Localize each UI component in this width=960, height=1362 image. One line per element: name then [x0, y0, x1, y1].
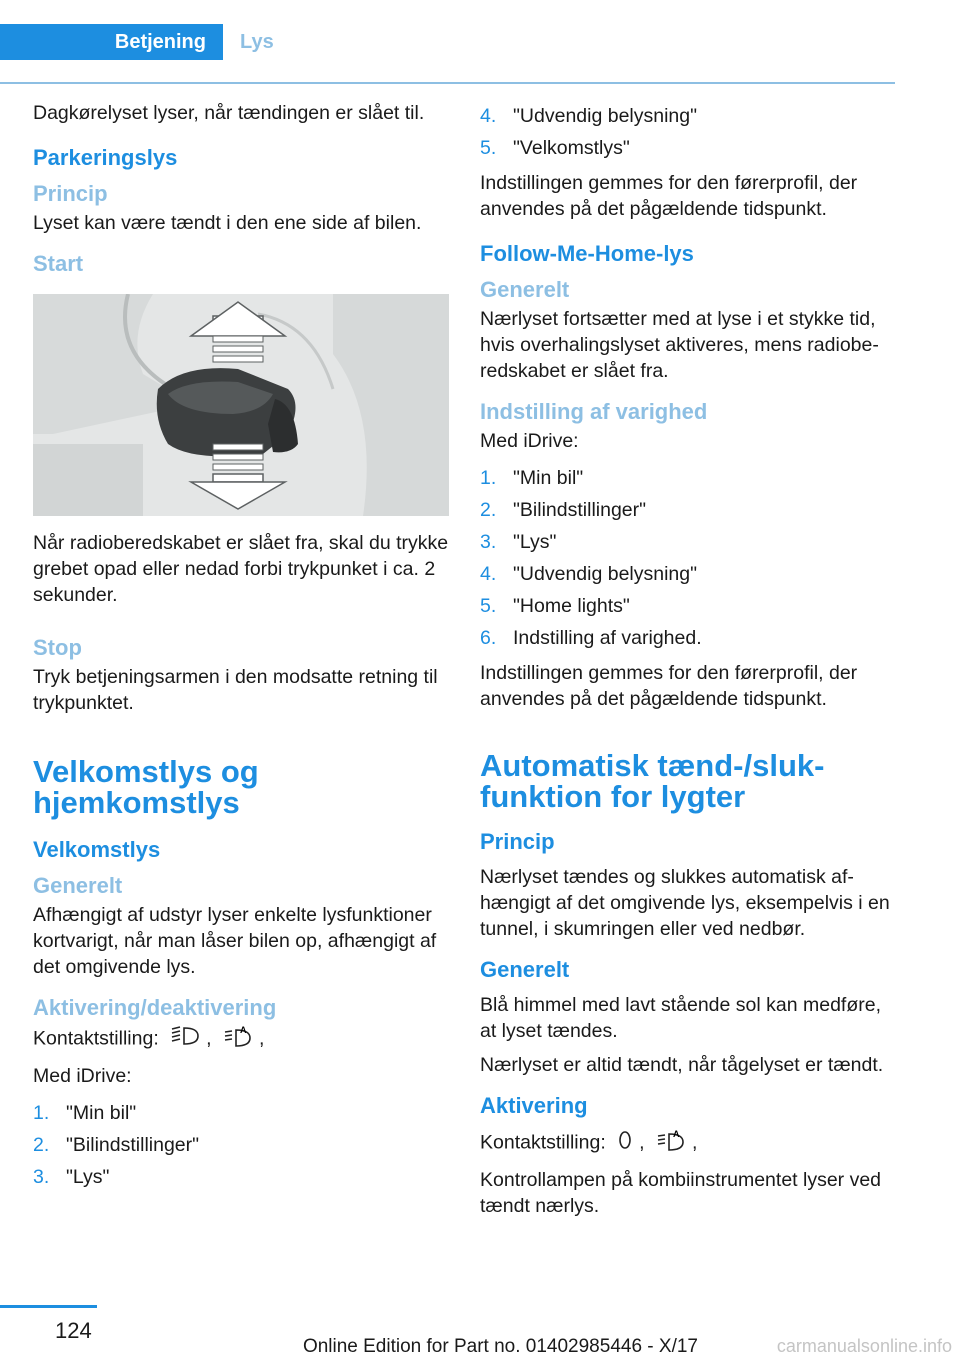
list-text: Indstilling af varighed.	[513, 627, 702, 649]
tab-betjening[interactable]	[0, 24, 223, 60]
watermark: carmanualsonline.info	[776, 1336, 952, 1356]
paragraph: Nærlyset fortsætter med at lyse i et stykke tid, hvis overhalingslyset aktiveres, mens radioberedskabet er slået fra.	[480, 308, 879, 382]
list-number: 2.	[33, 1134, 50, 1156]
list-text: "Min bil"	[66, 1102, 137, 1124]
subheading-generelt: Generelt	[33, 873, 123, 898]
auto-light-icon	[223, 1024, 253, 1055]
list-item	[480, 590, 896, 622]
list-item	[33, 1129, 449, 1161]
separator: ,	[639, 1131, 645, 1154]
list-item	[33, 1097, 449, 1129]
list-text: "Lys"	[66, 1166, 110, 1188]
list-item	[480, 100, 896, 132]
kontaktstilling-line	[33, 1024, 449, 1055]
paragraph: Med iDrive:	[33, 1065, 132, 1087]
heading-automatisk-taend-sluk: Automatisk tænd-/slukfunktion for lygter	[480, 748, 825, 814]
page-number: 124	[55, 1318, 92, 1343]
subheading-start: Start	[33, 251, 84, 276]
paragraph: Lyset kan være tændt i den ene side af bilen.	[33, 212, 422, 234]
heading-velkomstlys-hjemkomstlys: Velkomstlys og hjemkomstlys	[33, 754, 259, 820]
paragraph: Blå himmel med lavt stående sol kan medføre, at lyset tændes.	[480, 994, 882, 1042]
list-text: "Home lights"	[513, 595, 630, 617]
subheading-aktivering: Aktivering/deaktivering	[33, 995, 277, 1020]
heading-follow-me-home: Follow-Me-Home-lys	[480, 241, 694, 266]
list-item	[480, 622, 896, 654]
list-item	[480, 132, 896, 164]
list-number: 3.	[480, 531, 497, 553]
list-text: "Min bil"	[513, 467, 584, 489]
svg-text:A: A	[240, 1025, 247, 1035]
separator: ,	[692, 1131, 698, 1154]
subheading-generelt: Generelt	[480, 277, 570, 302]
subheading-princip: Princip	[33, 181, 108, 206]
list-item	[480, 462, 896, 494]
idrive-steps-list-continued	[480, 100, 896, 164]
varighed-steps-list	[480, 462, 896, 654]
kontaktstilling-label: Kontaktstilling:	[480, 1131, 606, 1154]
list-number: 2.	[480, 499, 497, 521]
list-text: "Bilindstillinger"	[66, 1134, 200, 1156]
list-number: 1.	[480, 467, 497, 489]
heading-aktivering: Aktivering	[480, 1093, 588, 1118]
list-item	[33, 1161, 449, 1193]
heading-parkeringslys: Parkeringslys	[33, 145, 178, 170]
list-item	[480, 526, 896, 558]
list-number: 1.	[33, 1102, 50, 1124]
svg-text:A: A	[673, 1129, 680, 1139]
paragraph: Nærlyset er altid tændt, når tågelyset er tændt.	[480, 1054, 884, 1076]
turn-signal-lever-illustration	[33, 294, 449, 516]
paragraph: Nærlyset tændes og slukkes automatisk afhængigt af det omgivende lys, eksempelvis i en tunnel, i skumringen eller ved nedbør.	[480, 866, 890, 940]
header-divider	[0, 82, 895, 84]
paragraph: Indstillingen gemmes for den førerprofil, der anvendes på det pågældende tidspunkt.	[480, 172, 858, 220]
list-item	[480, 558, 896, 590]
kontaktstilling-line	[480, 1128, 896, 1159]
tab-lys[interactable]: Lys	[240, 31, 274, 53]
separator: ,	[206, 1027, 212, 1050]
heading-velkomstlys: Velkomstlys	[33, 837, 161, 862]
list-item	[480, 494, 896, 526]
list-number: 3.	[33, 1166, 50, 1188]
list-text: "Udvendig belysning"	[513, 105, 698, 127]
left-column	[33, 100, 449, 1199]
list-number: 5.	[480, 137, 497, 159]
edition-text: Online Edition for Part no. 01402985446 - X/17	[302, 1336, 698, 1357]
lights-off-icon	[617, 1129, 633, 1158]
subheading-varighed: Indstilling af varighed	[480, 399, 708, 424]
list-number: 5.	[480, 595, 497, 617]
footer-divider	[0, 1305, 97, 1308]
list-number: 4.	[480, 563, 497, 585]
heading-generelt: Generelt	[480, 957, 570, 982]
list-text: "Bilindstillinger"	[513, 499, 647, 521]
paragraph: Afhængigt af udstyr lyser enkelte lysfunktioner kortvarigt, når man låser bilen op, afhængigt af det omgivende lys.	[33, 904, 437, 978]
paragraph: Indstillingen gemmes for den førerprofil, der anvendes på det pågældende tidspunkt.	[480, 662, 858, 710]
paragraph: Kontrollampen på kombiinstrumentet lyser ved tændt nærlys.	[480, 1169, 882, 1217]
paragraph: Dagkørelyset lyser, når tændingen er slået til.	[33, 102, 425, 124]
idrive-steps-list	[33, 1097, 449, 1193]
list-number: 6.	[480, 627, 497, 649]
list-text: "Lys"	[513, 531, 557, 553]
parking-light-icon	[170, 1025, 200, 1054]
paragraph: Med iDrive:	[480, 430, 579, 452]
auto-light-icon	[656, 1128, 686, 1159]
list-number: 4.	[480, 105, 497, 127]
section-tabs	[0, 24, 895, 60]
kontaktstilling-label: Kontaktstilling:	[33, 1027, 159, 1050]
list-text: "Velkomstlys"	[513, 137, 630, 159]
separator: ,	[259, 1027, 265, 1050]
tab-betjening-label: Betjening	[114, 31, 206, 53]
right-column	[480, 100, 896, 1227]
list-text: "Udvendig belysning"	[513, 563, 698, 585]
paragraph: Tryk betjeningsarmen i den modsatte retning til trykpunktet.	[33, 666, 438, 714]
heading-princip: Princip	[480, 829, 555, 854]
subheading-stop: Stop	[33, 635, 82, 660]
paragraph: Når radioberedskabet er slået fra, skal du trykke grebet opad eller nedad forbi trykpunket i ca. 2 sekunder.	[33, 532, 449, 606]
